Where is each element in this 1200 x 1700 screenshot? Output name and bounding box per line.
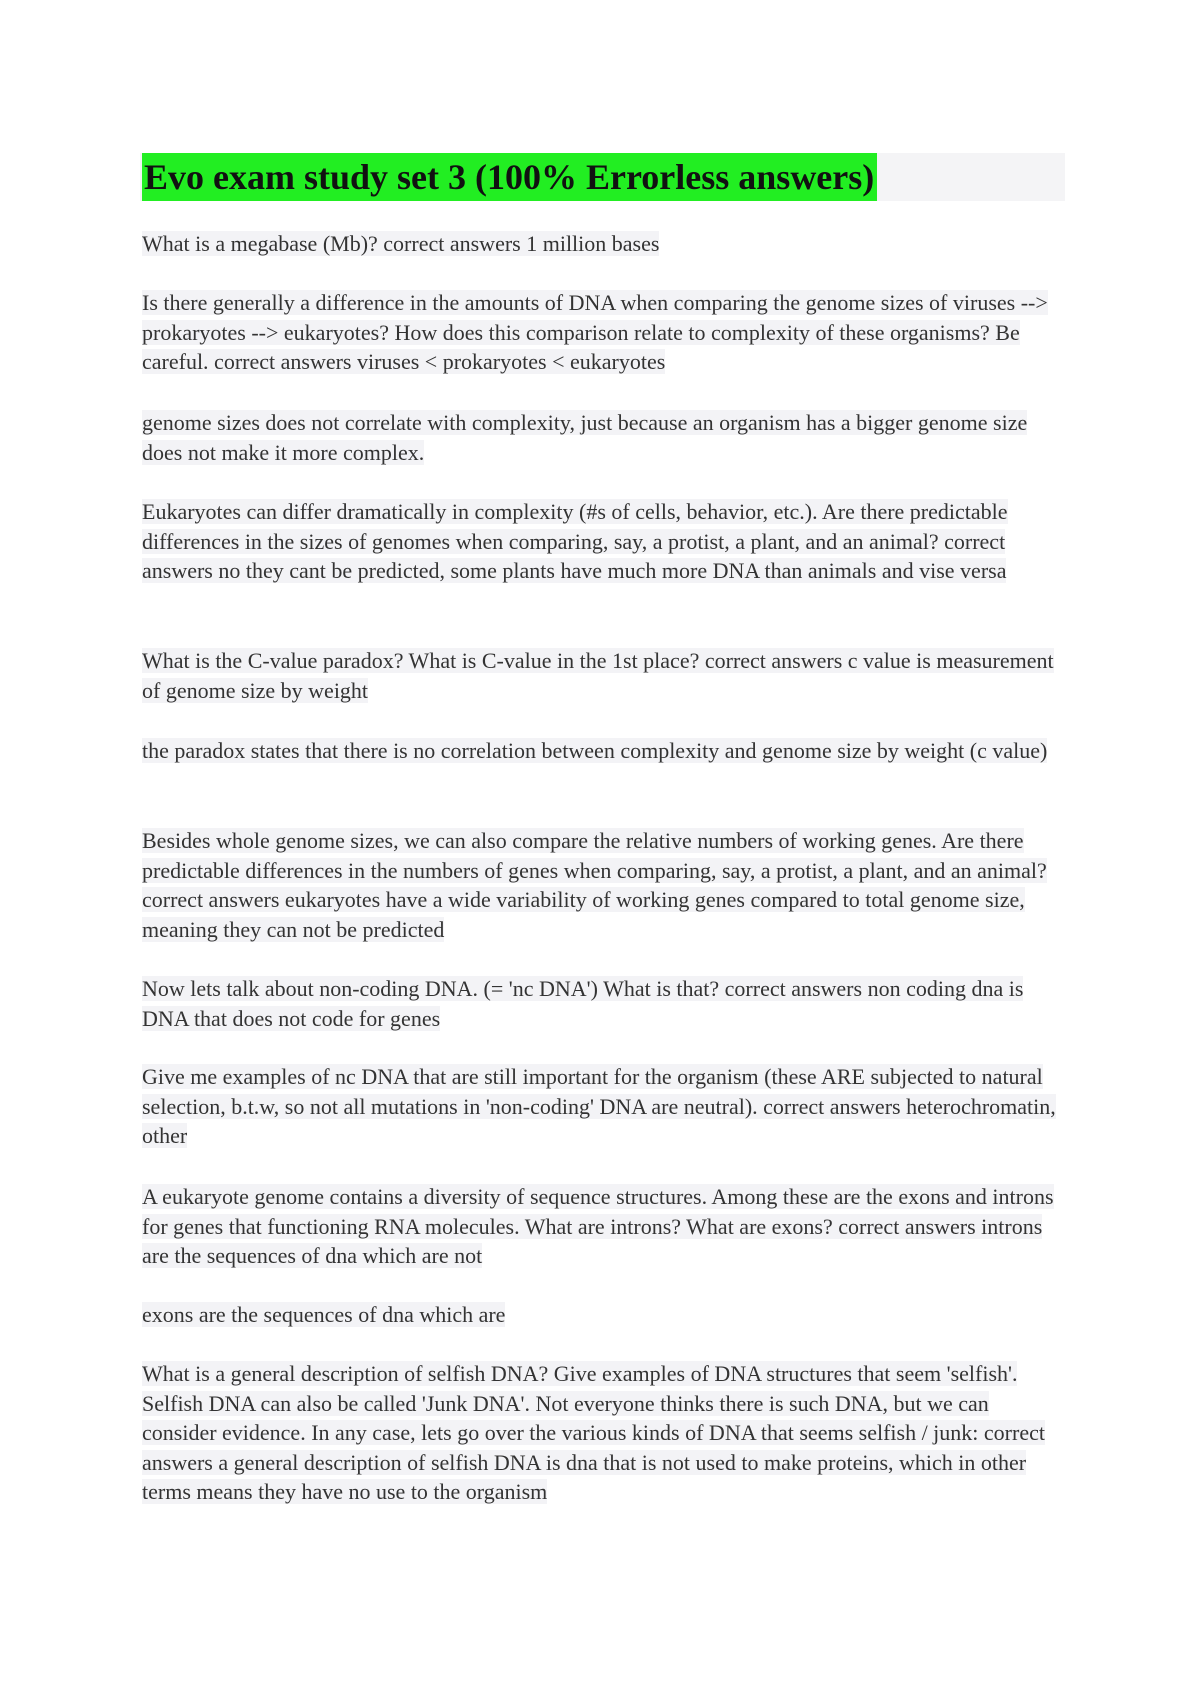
paragraph-text: exons are the sequences of dna which are [142,1302,506,1327]
qa-paragraph-7 [142,826,1067,944]
paragraph-text: Besides whole genome sizes, we can also compare the relative numbers of working genes. Are there predictable differences in the numbers of genes when comparing, say, a protist, a plant, and an animal? correct answers eukaryotes have a wide variability of working genes compared to total genome size, meaning they can not be predicted [142,828,1047,942]
paragraph-text: Is there generally a difference in the amounts of DNA when comparing the genome sizes of viruses --> prokaryotes --> eukaryotes? How does this comparison relate to complexity of these organisms? Be careful. correct answers viruses < prokaryotes < eukaryotes [142,290,1048,374]
qa-paragraph-5 [142,646,1067,705]
qa-paragraph-11 [142,1300,1067,1330]
paragraph-text: genome sizes does not correlate with complexity, just because an organism has a bigger genome size does not make it more complex. [142,410,1028,465]
paragraph-text: Give me examples of nc DNA that are still important for the organism (these ARE subjected to natural selection, b.t.w, so not all mutations in 'non-coding' DNA are neutral). correct answers heterochromatin, other [142,1064,1056,1148]
qa-paragraph-9 [142,1062,1067,1151]
qa-paragraph-12 [142,1359,1067,1507]
paragraph-text: Now lets talk about non-coding DNA. (= 'nc DNA') What is that? correct answers non coding dna is DNA that does not code for genes [142,976,1024,1031]
qa-paragraph-8 [142,974,1067,1033]
qa-paragraph-3 [142,408,1067,467]
qa-paragraph-6 [142,736,1067,766]
paragraph-text: What is the C-value paradox? What is C-value in the 1st place? correct answers c value is measurement of genome size by weight [142,648,1054,703]
paragraph-text: the paradox states that there is no correlation between complexity and genome size by weight (c value) [142,738,1048,763]
paragraph-text: What is a general description of selfish DNA? Give examples of DNA structures that seem 'selfish'. Selfish DNA can also be called 'Junk DNA'. Not everyone thinks there is such DNA, but we can consider evidence. In any case, lets go over the various kinds of DNA that seems selfish / junk: correct answers a general description of selfish DNA is dna that is not used to make proteins, which in other terms means they have no use to the organism [142,1361,1045,1504]
paragraph-text: What is a megabase (Mb)? correct answers 1 million bases [142,231,660,256]
paragraph-text: A eukaryote genome contains a diversity of sequence structures. Among these are the exons and introns for genes that functioning RNA molecules. What are introns? What are exons? correct answers introns are the sequences of dna which are not [142,1184,1054,1268]
qa-paragraph-2 [142,288,1067,377]
qa-paragraph-1 [142,229,1067,259]
qa-paragraph-10 [142,1182,1067,1271]
paragraph-text: Eukaryotes can differ dramatically in complexity (#s of cells, behavior, etc.). Are there predictable differences in the sizes of genomes when comparing, say, a protist, a plant, and an animal? correct answers no they cant be predicted, some plants have much more DNA than animals and vise versa [142,499,1008,583]
document-title: Evo exam study set 3 (100% Errorless answers) [142,153,877,201]
qa-paragraph-4 [142,497,1067,586]
